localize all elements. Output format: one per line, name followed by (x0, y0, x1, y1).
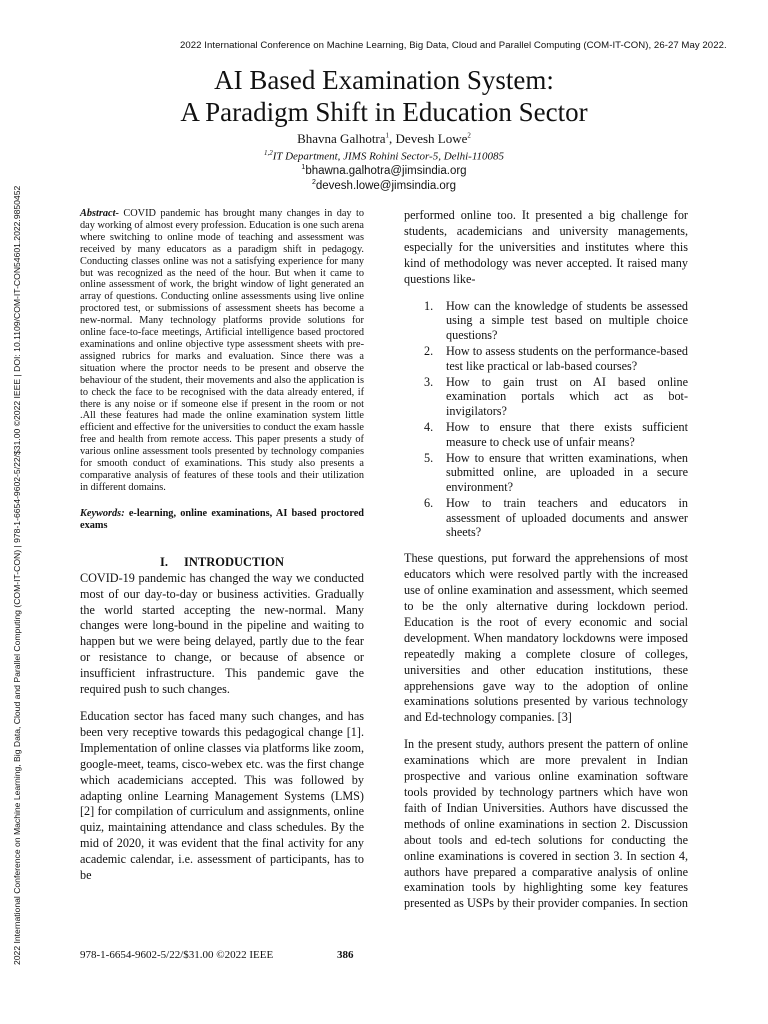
left-column (80, 208, 364, 895)
question-item (404, 299, 688, 343)
affiliation-sup: 1,2 (264, 149, 273, 157)
keywords (80, 508, 364, 532)
affiliation (0, 149, 768, 163)
author-2-name: Devesh Lowe (395, 131, 468, 146)
email-1-sup: 1 (301, 164, 306, 171)
section-number: I. (159, 554, 168, 569)
footer-isbn: 978-1-6654-9602-5/22/$31.00 ©2022 IEEE (80, 949, 274, 961)
title-line-2: A Paradigm Shift in Education Sector (180, 97, 588, 127)
question-number: 5. (424, 450, 434, 465)
abstract-label: Abstract- (80, 208, 119, 219)
question-text: How to train teachers and educators in assessment of uploaded documents and answer sheets? (446, 495, 688, 540)
section-heading-introduction (80, 555, 364, 570)
author-1-email (0, 164, 768, 177)
intro-continuation: performed online too. It presented a big challenge for students, academicians and university managements, especially for the universities and institutes where this kind of methodology was never accepted. It raised many questions like- (404, 208, 688, 286)
conference-header: 2022 International Conference on Machine Learning, Big Data, Cloud and Parallel Computing (COM-IT-CON), 26-27 May 2022. (180, 40, 727, 51)
author-1-name: Bhavna Galhotra (297, 131, 386, 146)
keywords-text: e-learning, online examinations, AI based proctored exams (80, 507, 364, 531)
author-1-sup: 1 (385, 131, 390, 140)
questions-list (404, 299, 688, 541)
side-banner-text: 2022 International Conference on Machine Learning, Big Data, Cloud and Parallel Computing (COM-IT-CON) | 978-1-6654-9602-5/22/$31.00 ©2022 IEEE | DOI: 10.1109/COM-IT-CON54601.2022.9850452 (12, 185, 22, 965)
author-2-email (0, 179, 768, 192)
author-2-sup: 2 (467, 131, 471, 140)
question-number: 1. (424, 298, 434, 313)
question-number: 2. (424, 343, 434, 358)
question-text: How to assess students on the performance-based test like practical or lab-based courses? (446, 343, 688, 373)
abstract-text: COVID pandemic has brought many changes in day to day working of almost every profession. Education is one such arena where switching to online mode of teaching and assessment was received by many educators as a paradigm shift in pedagogy. Conducting classes online was not a satisfying experience for many but was recognized as the need of the hour. But when it came to online assessment of work, the bright window of light generated an array of questions. Conducting online assessments using live online proctored test, or submissions of assessment sheets has become a new-normal. Many technology platforms provide solutions for online face-to-face meetings, Artificial intelligence based proctored examinations and online objective type assessment sheets with pre-assigned rubrics for marks and evaluation. Since there was a situation where the proctor needs to be present and observe the behaviour of the student, their movements and also the application is to check the face to be recognised with the data already entered, if there is any noise or if someone else if present in the room or not .All these features had made the online examination system little efficient and effective for the universities to conduct the exam hassle free and health from remote access. This paper presents a study of various online assessment tools presented by technology companies for smooth conduct of examinations. This study also presents a comparative analysis of features of these tools and their utilization in different domains. (80, 208, 364, 493)
question-item (404, 451, 688, 495)
abstract (80, 208, 364, 494)
question-item (404, 375, 688, 419)
email-2-sup: 2 (311, 179, 316, 186)
paper-title (0, 64, 768, 128)
footer-page-number: 386 (337, 949, 354, 961)
question-text: How to gain trust on AI based online examination portals which act as bot-invigilators? (446, 374, 688, 419)
question-text: How to ensure that written examinations, when submitted online, are uploaded in a secure environment? (446, 450, 688, 495)
right-paragraph-1: These questions, put forward the apprehensions of most educators which were resolved partly with the increased use of online examination and assessment, which seemed to be the only alternative during lockdown period. Education is the root of every economic and social development. When mandatory lockdowns were imposed repeatedly making a complete closure of colleges, universities and other education institutions, these apprehensions gave way to the adoption of online examinations solutions presented by various technology and Ed-technology companies. [3] (404, 551, 688, 725)
question-number: 4. (424, 419, 434, 434)
right-paragraph-2: In the present study, authors present the pattern of online examinations which are more prevalent in Indian prospective and various online examination software tools provided by technology partners which have won faith of Indian Universities. Authors have discussed the methods of online examinations in section 2. Discussion about tools and ed-tech solutions for conducting the online examinations is covered in section 3. In section 4, authors have prepared a comparative analysis of online examination tools by highlighting some key features presented as USPs by their provider companies. In section (404, 737, 688, 911)
question-text: How can the knowledge of students be assessed using a simple test based on multiple choice questions? (446, 298, 688, 343)
question-number: 6. (424, 495, 434, 510)
intro-paragraph-1: COVID-19 pandemic has changed the way we conducted most of our day-to-day or business activities. Gradually the world started accepting the new-normal. Many changes were long-bound in the pipeline and waiting to happen but we were being delayed, partly due to the fear or resistance to change, or because of absence or insufficient infrastructure. This pandemic gave the required push to such changes. (80, 570, 364, 697)
author-line (0, 131, 768, 147)
question-item (404, 420, 688, 450)
right-column (404, 208, 688, 923)
email-2-link[interactable]: devesh.lowe@jimsindia.org (315, 179, 457, 192)
keywords-label: Keywords: (80, 507, 125, 519)
side-banner (0, 75, 40, 965)
email-1-link[interactable]: bhawna.galhotra@jimsindia.org (305, 164, 467, 177)
intro-paragraph-2: Education sector has faced many such changes, and has been very receptive towards this pedagogical change [1]. Implementation of online classes via platforms like zoom, google-meet, teams, cisco-webex etc. was the first change which academicians accepted. This was followed by adapting online Learning Management Systems (LMS) [2] for compilation of curriculum and assignments, online quiz, maintaining attendance and class schedules. By the mid of 2020, it was evident that the final activity for any academic calendar, i.e. assessment of participants, has to be (80, 709, 364, 883)
question-item (404, 344, 688, 374)
affiliation-text: IT Department, JIMS Rohini Sector-5, Delhi-110085 (272, 150, 504, 163)
question-number: 3. (424, 374, 434, 389)
question-item (404, 496, 688, 540)
author-separator: , (389, 131, 396, 146)
title-line-1: AI Based Examination System: (214, 65, 554, 95)
section-title: INTRODUCTION (183, 554, 284, 569)
question-text: How to ensure that there exists sufficient measure to check use of unfair means? (446, 419, 688, 449)
